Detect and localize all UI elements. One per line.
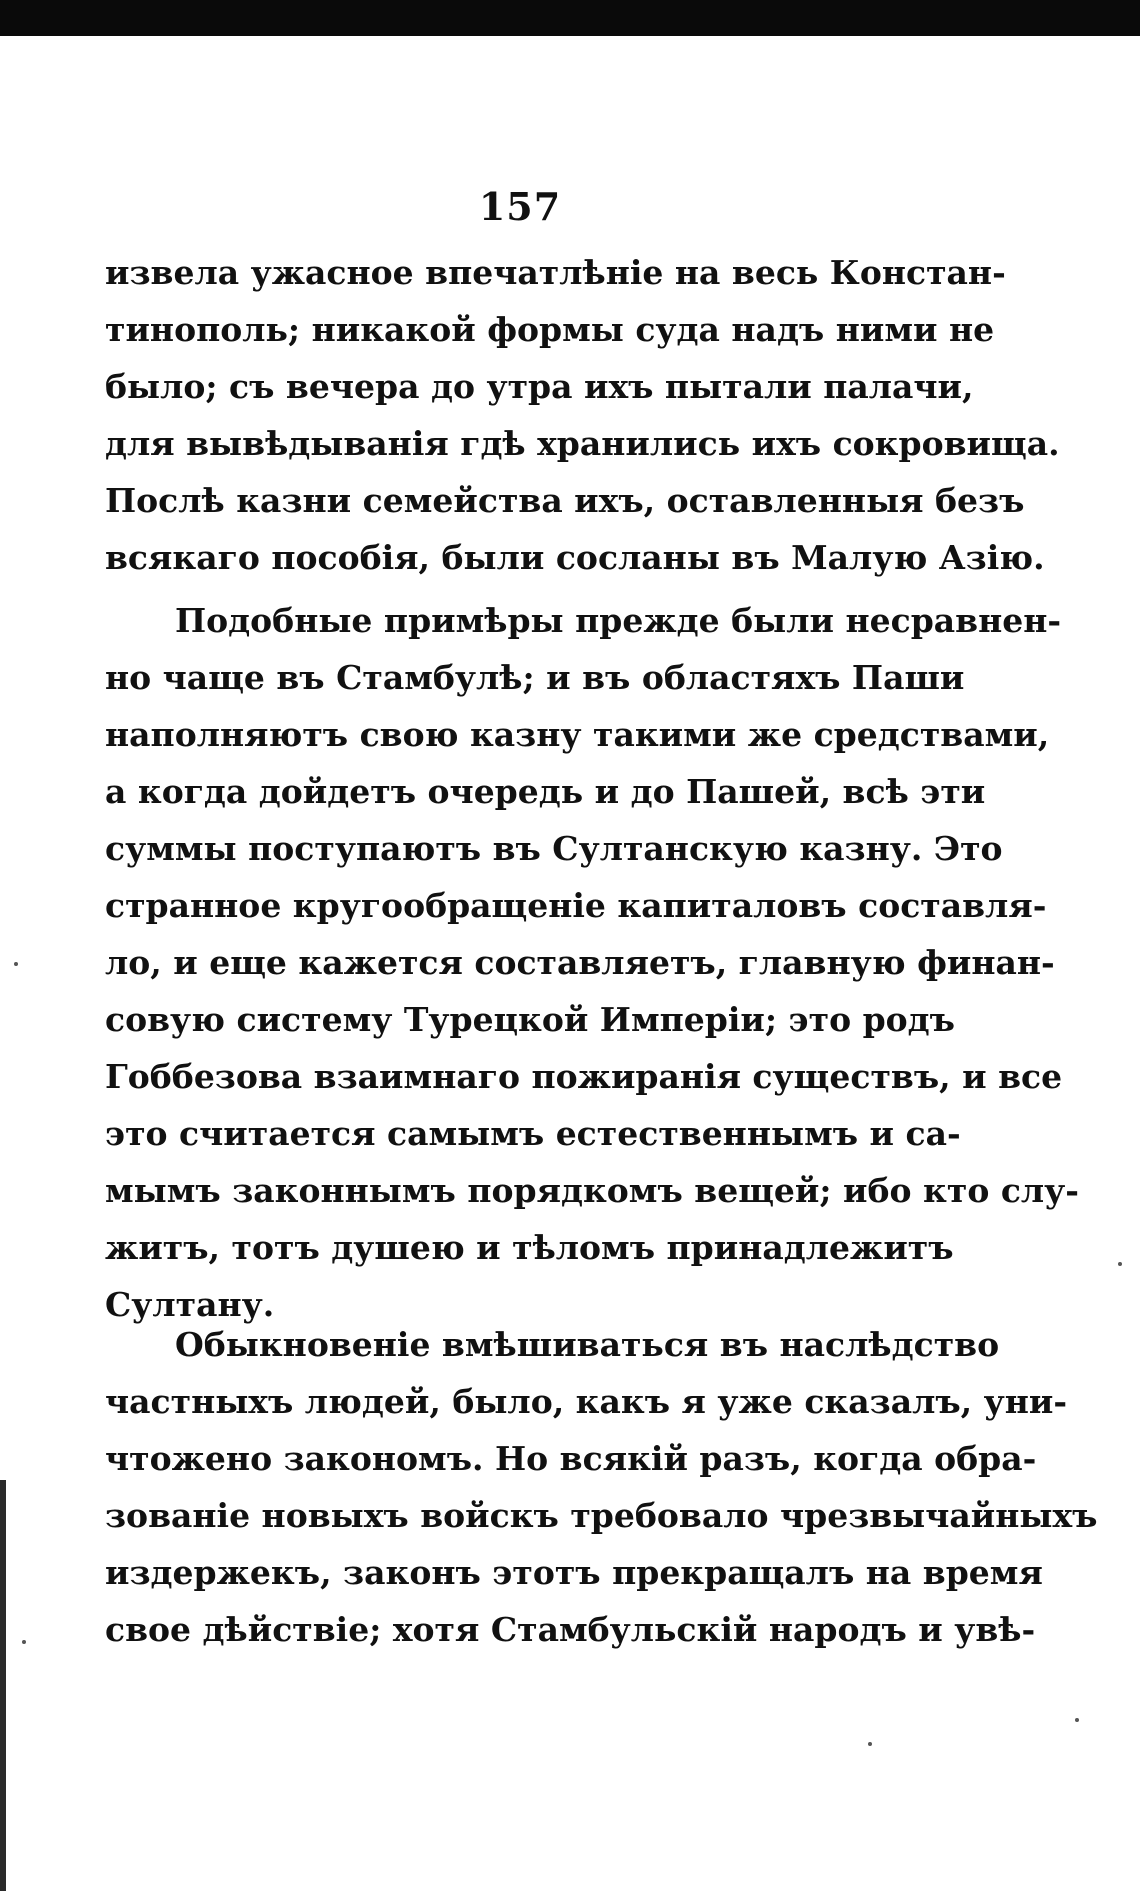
text-line: тинополь; никакой формы суда надъ ними не [105,310,995,349]
text-line: свое дѣйствіе; хотя Стамбульскій народъ и увѣ- [105,1610,1036,1649]
text-line: Гоббезова взаимнаго пожиранія существъ, и все [105,1057,1063,1096]
text-line: Султану. [105,1285,275,1324]
paragraph-3 [105,1316,1098,1658]
scan-left-edge-shadow [0,1480,6,1891]
text-line: было; съ вечера до утра ихъ пытали палачи, [105,367,974,406]
text-line: суммы поступаютъ въ Султанскую казну. Это [105,829,1003,868]
text-line: а когда дойдетъ очередь и до Пашей, всѣ эти [105,772,986,811]
text-line: всякаго пособія, были сосланы въ Малую Азію. [105,538,1045,577]
scan-top-border [0,0,1140,36]
text-line: Послѣ казни семейства ихъ, оставленныя безъ [105,481,1025,520]
text-line: это считается самымъ естественнымъ и са- [105,1114,961,1153]
scan-speck [14,962,18,966]
text-line: мымъ законнымъ порядкомъ вещей; ибо кто слу- [105,1171,1079,1210]
scan-speck [1075,1718,1079,1722]
text-line: издержекъ, законъ этотъ прекращалъ на время [105,1553,1043,1592]
scan-speck [1118,1262,1122,1266]
page-number: 157 [478,184,562,229]
scan-speck [868,1742,872,1746]
text-line: Обыкновеніе вмѣшиваться въ наслѣдство [175,1325,1000,1364]
scan-speck [22,1640,26,1644]
text-line: Подобные примѣры прежде были несравнен- [175,601,1062,640]
text-line: зованіе новыхъ войскъ требовало чрезвычайныхъ [105,1496,1098,1535]
paragraph-1 [105,244,1060,586]
text-line: но чаще въ Стамбулѣ; и въ областяхъ Паши [105,658,965,697]
text-line: наполняютъ свою казну такими же средствами, [105,715,1050,754]
text-line: чтожено закономъ. Но всякій разъ, когда обра- [105,1439,1037,1478]
text-line: житъ, тотъ душею и тѣломъ принадлежитъ [105,1228,954,1267]
text-line: для вывѣдыванія гдѣ хранились ихъ сокровища. [105,424,1060,463]
text-line: странное кругообращеніе капиталовъ составля- [105,886,1047,925]
text-line: извела ужасное впечатлѣніе на весь Констан- [105,253,1006,292]
text-line: ло, и еще кажется составляетъ, главную финан- [105,943,1055,982]
text-line: совую систему Турецкой Имперіи; это родъ [105,1000,955,1039]
text-line: частныхъ людей, было, какъ я уже сказалъ, уни- [105,1382,1068,1421]
paragraph-2 [105,592,1079,1333]
